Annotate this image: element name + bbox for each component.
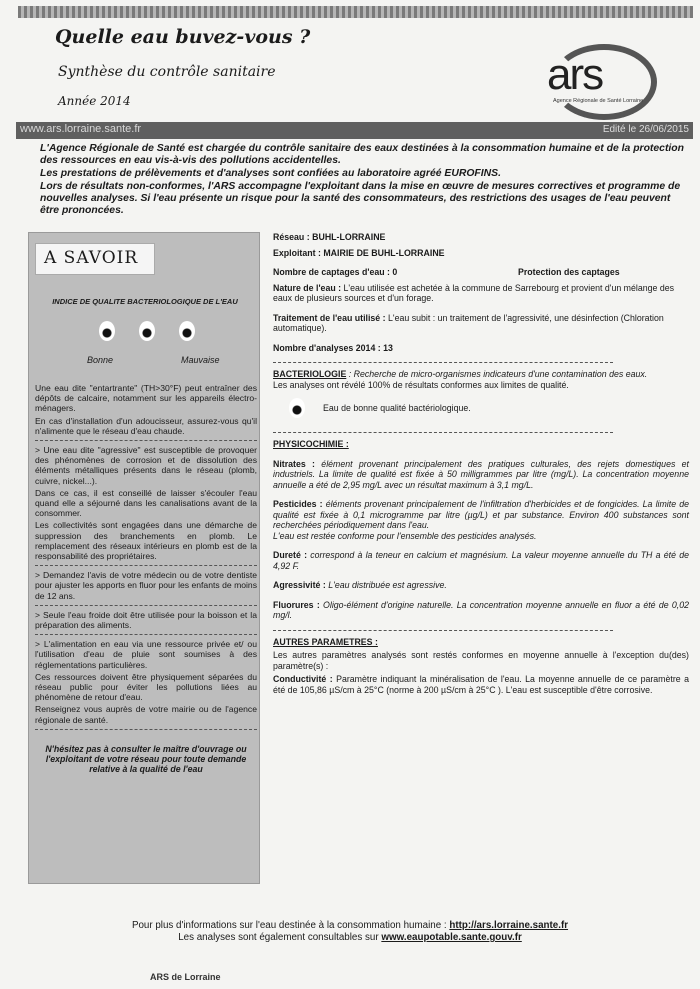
physicochemistry-heading: PHYSICOCHIMIE : (273, 439, 349, 449)
footer-line-2 (0, 932, 700, 944)
bacteriology-quality (289, 398, 689, 418)
nature-label: Nature de l'eau : (273, 282, 342, 293)
pesticides-label: Pesticides : (273, 499, 323, 509)
hardness-label: Dureté : (273, 550, 308, 560)
conductivity-text: Paramètre indiquant la minéralisation de l'eau. La moyenne annuelle de ce paramètre a été de 105,86 µS/cm à 25°C (norme à 200 µS/cm à 25°C ). L'eau est susceptible d'être corrosive. (273, 674, 689, 695)
divider (35, 440, 257, 441)
bottom-signature: ARS de Lorraine (150, 972, 221, 982)
edition-date: Edité le 26/06/2015 (602, 124, 689, 135)
water-nature (273, 283, 689, 304)
water-treatment (273, 313, 689, 334)
scale-good-label: Bonne (87, 355, 114, 365)
network-name: Réseau : BUHL-LORRAINE (273, 232, 386, 242)
drop-good-icon (99, 321, 115, 341)
advice-paragraph: Ces ressources doivent être physiquement séparées du réseau public pour éviter les pollutions liées au phénomène de retour d'eau. (35, 671, 257, 703)
page-title: Quelle eau buvez-vous ? (55, 26, 311, 48)
treatment-label: Traitement de l'eau utilisé : (273, 312, 386, 323)
divider (35, 565, 257, 566)
captages-protection: Protection des captages (518, 267, 620, 277)
logo-caption: Agence Régionale de Santé Lorraine (553, 98, 644, 104)
aggressivity-item (273, 580, 689, 591)
divider (273, 630, 613, 631)
intro-paragraph: Les prestations de prélèvements et d'analyses sont confiées au laboratoire agréé EUROFINS. (40, 168, 501, 179)
footer-line-1 (0, 920, 700, 932)
footer-text: Les analyses sont également consultables sur (178, 932, 382, 943)
advice-paragraph: Renseignez vous auprès de votre mairie ou de l'agence régionale de santé. (35, 704, 257, 725)
intro-paragraph: Lors de résultats non-conformes, l'ARS accompagne l'exploitant dans la mise en œuvre de mesures correctives et programme de nouvelles analyses. Si l'eau présente un risque pour la santé des consommateurs, des restrictions des usages de l'eau peuvent être prononcées. (40, 181, 681, 216)
divider (35, 605, 257, 606)
bacteriology-heading: BACTERIOLOGIE (273, 369, 347, 379)
logo-text: ars (547, 50, 603, 99)
other-parameters-heading: AUTRES PARAMETRES : (273, 636, 378, 647)
quality-index-title: INDICE DE QUALITE BACTERIOLOGIQUE DE L'EAU (52, 297, 238, 306)
intro-paragraph: L'Agence Régionale de Santé est chargée du contrôle sanitaire des eaux destinées à la consommation humaine et de la protection des ressources en eau vis-à-vis des pollutions accidentelles. (40, 143, 684, 166)
quality-text: Eau de bonne qualité bactériologique. (323, 402, 471, 413)
page-subtitle: Synthèse du contrôle sanitaire (58, 64, 276, 80)
treatment-text: L'eau subit : un traitement de l'agressivité, une désinfection (Chloration automatique). (273, 312, 664, 333)
conductivity-label: Conductivité : (273, 674, 333, 684)
footer (0, 920, 700, 944)
analyses-count: Nombre d'analyses 2014 : 13 (273, 342, 393, 353)
aggressivity-text: L'eau distribuée est agressive. (325, 580, 447, 590)
conductivity-item (273, 674, 689, 695)
divider (35, 729, 257, 730)
fluorides-label: Fluorures : (273, 599, 320, 610)
nitrates-text: élément provenant principalement des pratiques culturales, des rejets domestiques et industriels. La limite de qualité est fixée à 50 milligrammes par litre (mg/L). La concentration moyenne annuelle a été de 2,95 mg/L avec un résultat maximum à 3,1 mg/L. (273, 458, 689, 490)
quality-scale (99, 321, 199, 341)
ars-logo (537, 44, 657, 120)
nitrates-item (273, 459, 689, 491)
advice-paragraph: Dans ce cas, il est conseillé de laisser s'écouler l'eau quand elle a séjourné dans les canalisations avant de la consommer. (35, 487, 257, 519)
advice-paragraph: > Demandez l'avis de votre médecin ou de votre dentiste pour ajuster les apports en fluor pour les enfants de moins de 12 ans. (35, 570, 257, 601)
website-link[interactable]: www.ars.lorraine.sante.fr (20, 123, 142, 135)
hardness-text: correspond à la teneur en calcium et magnésium. La valeur moyenne annuelle du TH a été de 4,92 F. (273, 550, 689, 571)
pesticides-conformity: L'eau est restée conforme pour l'ensemble des pesticides analysés. (273, 530, 537, 541)
aggressivity-label: Agressivité : (273, 580, 326, 590)
a-savoir-panel (28, 232, 260, 884)
advice-paragraph: Une eau dite "entartrante" (TH>30°F) peut entraîner des dépôts de calcaire, notamment sur les appareils électro-ménagers. (35, 383, 257, 414)
drop-good-icon (289, 398, 305, 418)
fluorides-item (273, 600, 689, 621)
pesticides-item (273, 499, 689, 541)
report-year: Année 2014 (58, 94, 131, 108)
scale-bad-label: Mauvaise (181, 355, 220, 365)
drop-medium-icon (139, 321, 155, 341)
closing-note: N'hésitez pas à consulter le maître d'ouvrage ou l'exploitant de votre réseau pour toute demande relative à la qualité de l'eau (45, 743, 247, 775)
top-decorative-band (18, 6, 693, 18)
ars-website-link[interactable]: http://ars.lorraine.sante.fr (449, 920, 569, 931)
hardness-item (273, 550, 689, 571)
advice-paragraph: Les collectivités sont engagées dans une démarche de suppression des branchements en plomb. Le remplacement des réseaux intérieurs en plomb est de la responsabilité des propriétaires. (35, 520, 257, 562)
pesticides-text: éléments provenant principalement de l'infiltration d'herbicides et de fongicides. La limite de qualité est fixée à 0,1 microgramme par litre (µg/L) et par substance. Environ 400 substances sont recherchées périodiquement dans l'eau. (273, 499, 689, 530)
footer-text: Pour plus d'informations sur l'eau destinée à la consommation humaine : (131, 920, 450, 931)
eaupotable-link[interactable]: www.eaupotable.sante.gouv.fr (381, 932, 522, 943)
operator-name: Exploitant : MAIRIE DE BUHL-LORRAINE (273, 247, 445, 258)
intro-text (40, 143, 690, 218)
captages-count: Nombre de captages d'eau : 0 (273, 267, 398, 277)
advice-paragraph: En cas d'installation d'un adoucisseur, assurez-vous qu'il n'alimente que le réseau d'eau chaude. (35, 415, 257, 436)
advice-text (35, 383, 257, 777)
advice-paragraph: > L'alimentation en eau via une ressource privée et/ ou l'utilisation d'eau de pluie sont soumises à des réglementations particulières. (35, 639, 257, 670)
divider (35, 634, 257, 635)
website-banner (16, 122, 693, 139)
divider (273, 432, 613, 433)
fluorides-text: Oligo-élément d'origine naturelle. La concentration moyenne annuelle en fluor a été de 0,02 mg/l. (273, 599, 689, 620)
a-savoir-heading: A SAVOIR (35, 243, 155, 275)
bacteriology-definition: : Recherche de micro-organismes indicateurs d'une contamination des eaux. (346, 369, 648, 379)
water-report (273, 232, 689, 704)
bacteriology-result: Les analyses ont révélé 100% de résultats conformes aux limites de qualité. (273, 379, 569, 390)
nature-text: L'eau utilisée est achetée à la commune de Sarrebourg et provient d'un mélange des eaux de plusieurs sources et d'un forage. (273, 282, 675, 303)
drop-bad-icon (179, 321, 195, 341)
nitrates-label: Nitrates : (273, 458, 315, 469)
advice-paragraph: > Une eau dite "agressive" est susceptible de provoquer des phénomènes de corrosion et de dissolution des éléments métalliques présents dans le réseau (plomb, cuivre, nickel...). (35, 445, 257, 486)
other-parameters-text: Les autres paramètres analysés sont restés conformes en moyenne annuelle à l'exception du(des) paramètre(s) : (273, 650, 689, 671)
captages-row (273, 267, 689, 278)
advice-paragraph: > Seule l'eau froide doit être utilisée pour la boisson et la préparation des aliments. (35, 609, 257, 631)
divider (273, 362, 613, 363)
bacteriology-section (273, 369, 689, 418)
